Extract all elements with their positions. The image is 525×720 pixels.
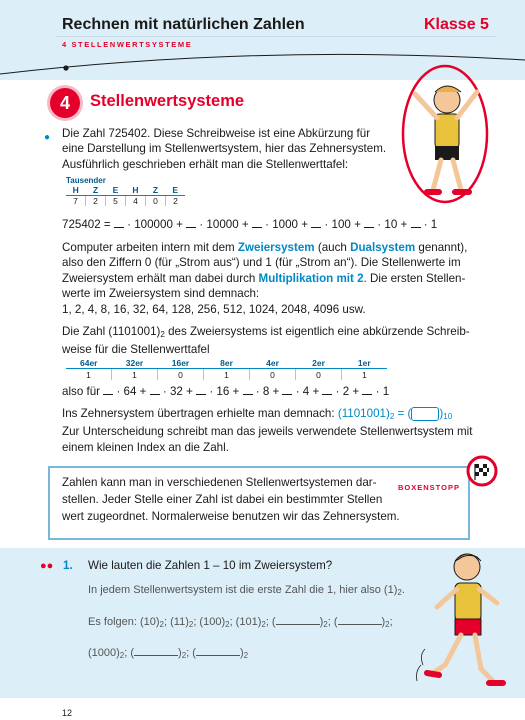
thousands-group-label: Tausender (66, 175, 106, 185)
term-zweiersystem: Zweiersystem (237, 241, 315, 254)
grade-label: Klasse 5 (424, 16, 489, 33)
fill-blank[interactable] (196, 385, 206, 395)
fill-blank[interactable] (150, 385, 160, 395)
expansion-term: · 10000 + (196, 218, 252, 231)
expansion-lhs: 725402 = (62, 218, 114, 231)
answer-blank[interactable] (338, 615, 382, 625)
expansion-term: · 4 + (292, 385, 323, 398)
table-cell: 0 (158, 369, 204, 381)
binary-number-paragraph (62, 324, 482, 358)
intro-paragraph (62, 126, 392, 172)
fill-blank[interactable] (282, 385, 292, 395)
checkered-flag-icon (466, 455, 498, 487)
text-run: Zweiersystem erhält man dabei durch (62, 271, 259, 285)
answer-blank[interactable] (196, 646, 240, 656)
paragraph-line: Zur Unterscheidung schreibt man das jeweils verwendete Stellenwertsystem mit (62, 425, 473, 439)
fill-blank[interactable] (252, 218, 262, 228)
expansion-term: · 2 + (332, 385, 363, 398)
table-cell: 5 (106, 196, 126, 207)
page-number: 12 (62, 708, 73, 718)
table-cell: 1 (204, 369, 250, 381)
expansion-term: · 16 + (206, 385, 243, 398)
text-run: des Zweiersystems ist eigentlich eine abkürzende Schreib- (164, 325, 470, 338)
expansion-term: · 32 + (159, 385, 197, 398)
paragraph-line: einem kleinen Index an die Zahl. (62, 440, 229, 454)
exercise-question: Wie lauten die Zahlen 1 – 10 im Zweiersystem? (88, 559, 333, 572)
expansion-term: · 1 (372, 385, 390, 398)
term-multiplikation: Multiplikation mit 2 (258, 271, 364, 285)
text-run: (auch (314, 241, 351, 254)
text-run: genannt), (415, 241, 468, 254)
exercise-number: 1. (63, 559, 73, 572)
boxenstopp-text (62, 474, 402, 525)
table-cell: 0 (146, 196, 166, 207)
answer-box[interactable] (411, 407, 439, 421)
expansion-term: · 100000 + (123, 218, 187, 231)
paragraph-line: werte im Zweiersystem sind demnach: (62, 287, 260, 301)
conversion-expression: $(1101001)_2$ = ( )$_{10}$ (337, 407, 453, 421)
term-dualsystem: Dualsystem (350, 241, 416, 254)
expansion-term: · 1 (420, 218, 438, 231)
table-cell: 0 (250, 369, 296, 381)
binary-expansion (62, 384, 389, 399)
answer-blank[interactable] (134, 646, 178, 656)
text-run: . Die ersten Stellen- (363, 271, 466, 285)
table-header-cell: H (66, 185, 86, 196)
fill-blank[interactable] (243, 385, 253, 395)
table-cell: 1 (112, 369, 158, 381)
table-header-cell: 1er (342, 357, 388, 369)
boxenstopp-label: BOXENSTOPP (398, 483, 460, 492)
text-run: also für (62, 385, 104, 398)
fill-blank[interactable] (411, 218, 421, 228)
table-cell: 4 (126, 196, 146, 207)
section-title: Stellenwertsysteme (90, 92, 245, 110)
expansion-term: · 8 + (252, 385, 283, 398)
table-header-cell: 16er (158, 357, 204, 369)
fill-blank[interactable] (364, 218, 374, 228)
exercise-answer-line: $(1000)_2$; ( )$_2$; ( )$_2$ (88, 647, 249, 660)
bullet-icon: ● (44, 132, 51, 143)
table-header-cell: 8er (204, 357, 250, 369)
section-subtitle: 4 STELLENWERTSYSTEME (62, 40, 193, 49)
expansion-term: · 64 + (113, 385, 150, 398)
base-subscript: 2 (160, 330, 165, 339)
exercise-answer-line: Es folgen: $(10)_2$; $(11)_2$; $(100)_2$; $(101)_2$; ( )$_2$; ( )$_2$; (88, 616, 393, 629)
intro-line: Die Zahl 725402. Diese Schreibweise ist eine Abkürzung für (62, 127, 371, 140)
place-value-table-binary (66, 357, 387, 380)
fill-blank[interactable] (186, 218, 196, 228)
chapter-title: Rechnen mit natürlichen Zahlen (62, 16, 305, 33)
expansion-term: · 100 + (321, 218, 365, 231)
text-run: Ins Zehnersystem übertragen erhielte man demnach: (62, 407, 335, 420)
intro-line: eine Darstellung im Stellenwertsystem, hier das Zehnersystem. (62, 142, 387, 156)
fill-blank[interactable] (322, 385, 332, 395)
intro-line: Ausführlich geschrieben erhält man die Stellenwerttafel: (62, 157, 349, 171)
table-header-cell: 64er (66, 357, 112, 369)
table-cell: 0 (296, 369, 342, 381)
table-header-cell: E (106, 185, 126, 196)
paragraph-line: also den Ziffern 0 (für „Strom aus“) und 1 (für „Strom an“). Die Stellenwerte im (62, 256, 461, 270)
table-header-cell: E (166, 185, 186, 196)
place-value-table-decimal (66, 175, 185, 206)
box-line: stellen. Jeder Stelle einer Zahl ist dabei ein bestimmter Stellen (62, 493, 383, 506)
text-run: Computer arbeiten intern mit dem (62, 241, 238, 254)
binary-system-paragraph (62, 240, 482, 317)
table-header-cell: 32er (112, 357, 158, 369)
difficulty-dots-icon: ●● (40, 560, 54, 572)
conversion-paragraph (62, 406, 482, 455)
table-header-cell: Z (146, 185, 166, 196)
paragraph-line: weise für die Stellenwerttafel (62, 343, 210, 357)
table-header-cell: 2er (296, 357, 342, 369)
fill-blank[interactable] (103, 385, 113, 395)
box-line: wert zugeordnet. Normalerweise benutzen wir das Zehnersystem. (62, 510, 400, 523)
place-values-list: 1, 2, 4, 8, 16, 32, 64, 128, 256, 512, 1024, 2048, 4096 usw. (62, 302, 366, 316)
section-number-badge: 4 (50, 88, 80, 118)
header-rule (56, 36, 496, 37)
table-cell: 2 (86, 196, 106, 207)
answer-blank[interactable] (276, 615, 320, 625)
text-run: Die Zahl (1101001) (62, 325, 161, 338)
expansion-term: · 1000 + (261, 218, 312, 231)
fill-blank[interactable] (362, 385, 372, 395)
table-header-cell: 4er (250, 357, 296, 369)
fill-blank[interactable] (311, 218, 321, 228)
box-line: Zahlen kann man in verschiedenen Stellenwertsystemen dar- (62, 476, 377, 489)
expansion-term: · 10 + (374, 218, 411, 231)
table-cell: 1 (362, 369, 367, 380)
fill-blank[interactable] (114, 218, 124, 228)
table-header-cell: Z (86, 185, 106, 196)
table-cell: 7 (66, 196, 86, 207)
curve-dot-icon (63, 65, 68, 70)
jump-rope-boy-illustration (385, 62, 505, 217)
table-cell: 2 (173, 196, 178, 206)
table-header-cell: H (126, 185, 146, 196)
running-boy-illustration (415, 545, 510, 695)
decimal-expansion (62, 217, 437, 232)
table-cell: 1 (66, 369, 112, 381)
exercise-answer-line: In jedem Stellenwertsystem ist die erste Zahl die 1, hier also $(1)_2$. (88, 584, 405, 597)
